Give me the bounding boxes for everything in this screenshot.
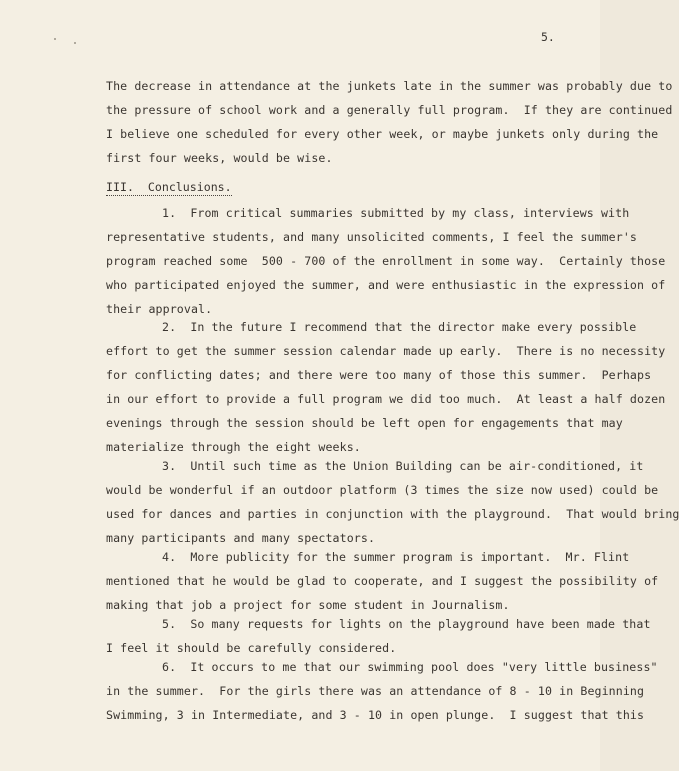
paragraph-2-line: for conflicting dates; and there were too many of those this summer. Perhaps: [106, 368, 652, 382]
text-line: The decrease in attendance at the junkets late in the summer was probably due to: [106, 79, 673, 93]
paragraph-5-line: I feel it should be carefully considered.: [106, 641, 397, 655]
paper-speck: [54, 38, 56, 40]
text-line: the pressure of school work and a generally full program. If they are continued: [106, 103, 673, 117]
paragraph-1-line: their approval.: [106, 302, 213, 316]
paragraph-1-line: who participated enjoyed the summer, and were enthusiastic in the expression of: [106, 278, 666, 292]
paragraph-4-line: mentioned that he would be glad to cooperate, and I suggest the possibility of: [106, 574, 659, 588]
paragraph-1-line: 1. From critical summaries submitted by my class, interviews with: [162, 206, 630, 220]
paragraph-1-line: program reached some 500 - 700 of the enrollment in some way. Certainly those: [106, 254, 666, 268]
paragraph-4-line: making that job a project for some student in Journalism.: [106, 598, 510, 612]
paragraph-2-line: materialize through the eight weeks.: [106, 440, 361, 454]
paragraph-6-line: Swimming, 3 in Intermediate, and 3 - 10 in open plunge. I suggest that this: [106, 708, 645, 722]
text-line: I believe one scheduled for every other week, or maybe junkets only during the: [106, 127, 659, 141]
paragraph-2-line: in our effort to provide a full program we did too much. At least a half dozen: [106, 392, 666, 406]
page-number: 5.: [541, 30, 555, 44]
paragraph-3-line: used for dances and parties in conjunction with the playground. That would bring: [106, 507, 679, 521]
paragraph-6-line: in the summer. For the girls there was an attendance of 8 - 10 in Beginning: [106, 684, 645, 698]
text-line: first four weeks, would be wise.: [106, 151, 333, 165]
paragraph-6-line: 6. It occurs to me that our swimming pool does "very little business": [162, 660, 658, 674]
paragraph-3-line: many participants and many spectators.: [106, 531, 376, 545]
paper-speck: [74, 42, 76, 44]
section-heading: III. Conclusions.: [106, 180, 232, 194]
paragraph-3-line: 3. Until such time as the Union Building can be air-conditioned, it: [162, 459, 644, 473]
paragraph-4-line: 4. More publicity for the summer program is important. Mr. Flint: [162, 550, 630, 564]
paragraph-2-line: evenings through the session should be left open for engagements that may: [106, 416, 623, 430]
paragraph-3-line: would be wonderful if an outdoor platform (3 times the size now used) could be: [106, 483, 659, 497]
paragraph-2-line: 2. In the future I recommend that the director make every possible: [162, 320, 637, 334]
paragraph-1-line: representative students, and many unsolicited comments, I feel the summer's: [106, 230, 638, 244]
paragraph-5-line: 5. So many requests for lights on the playground have been made that: [162, 617, 651, 631]
paragraph-2-line: effort to get the summer session calendar made up early. There is no necessity: [106, 344, 666, 358]
